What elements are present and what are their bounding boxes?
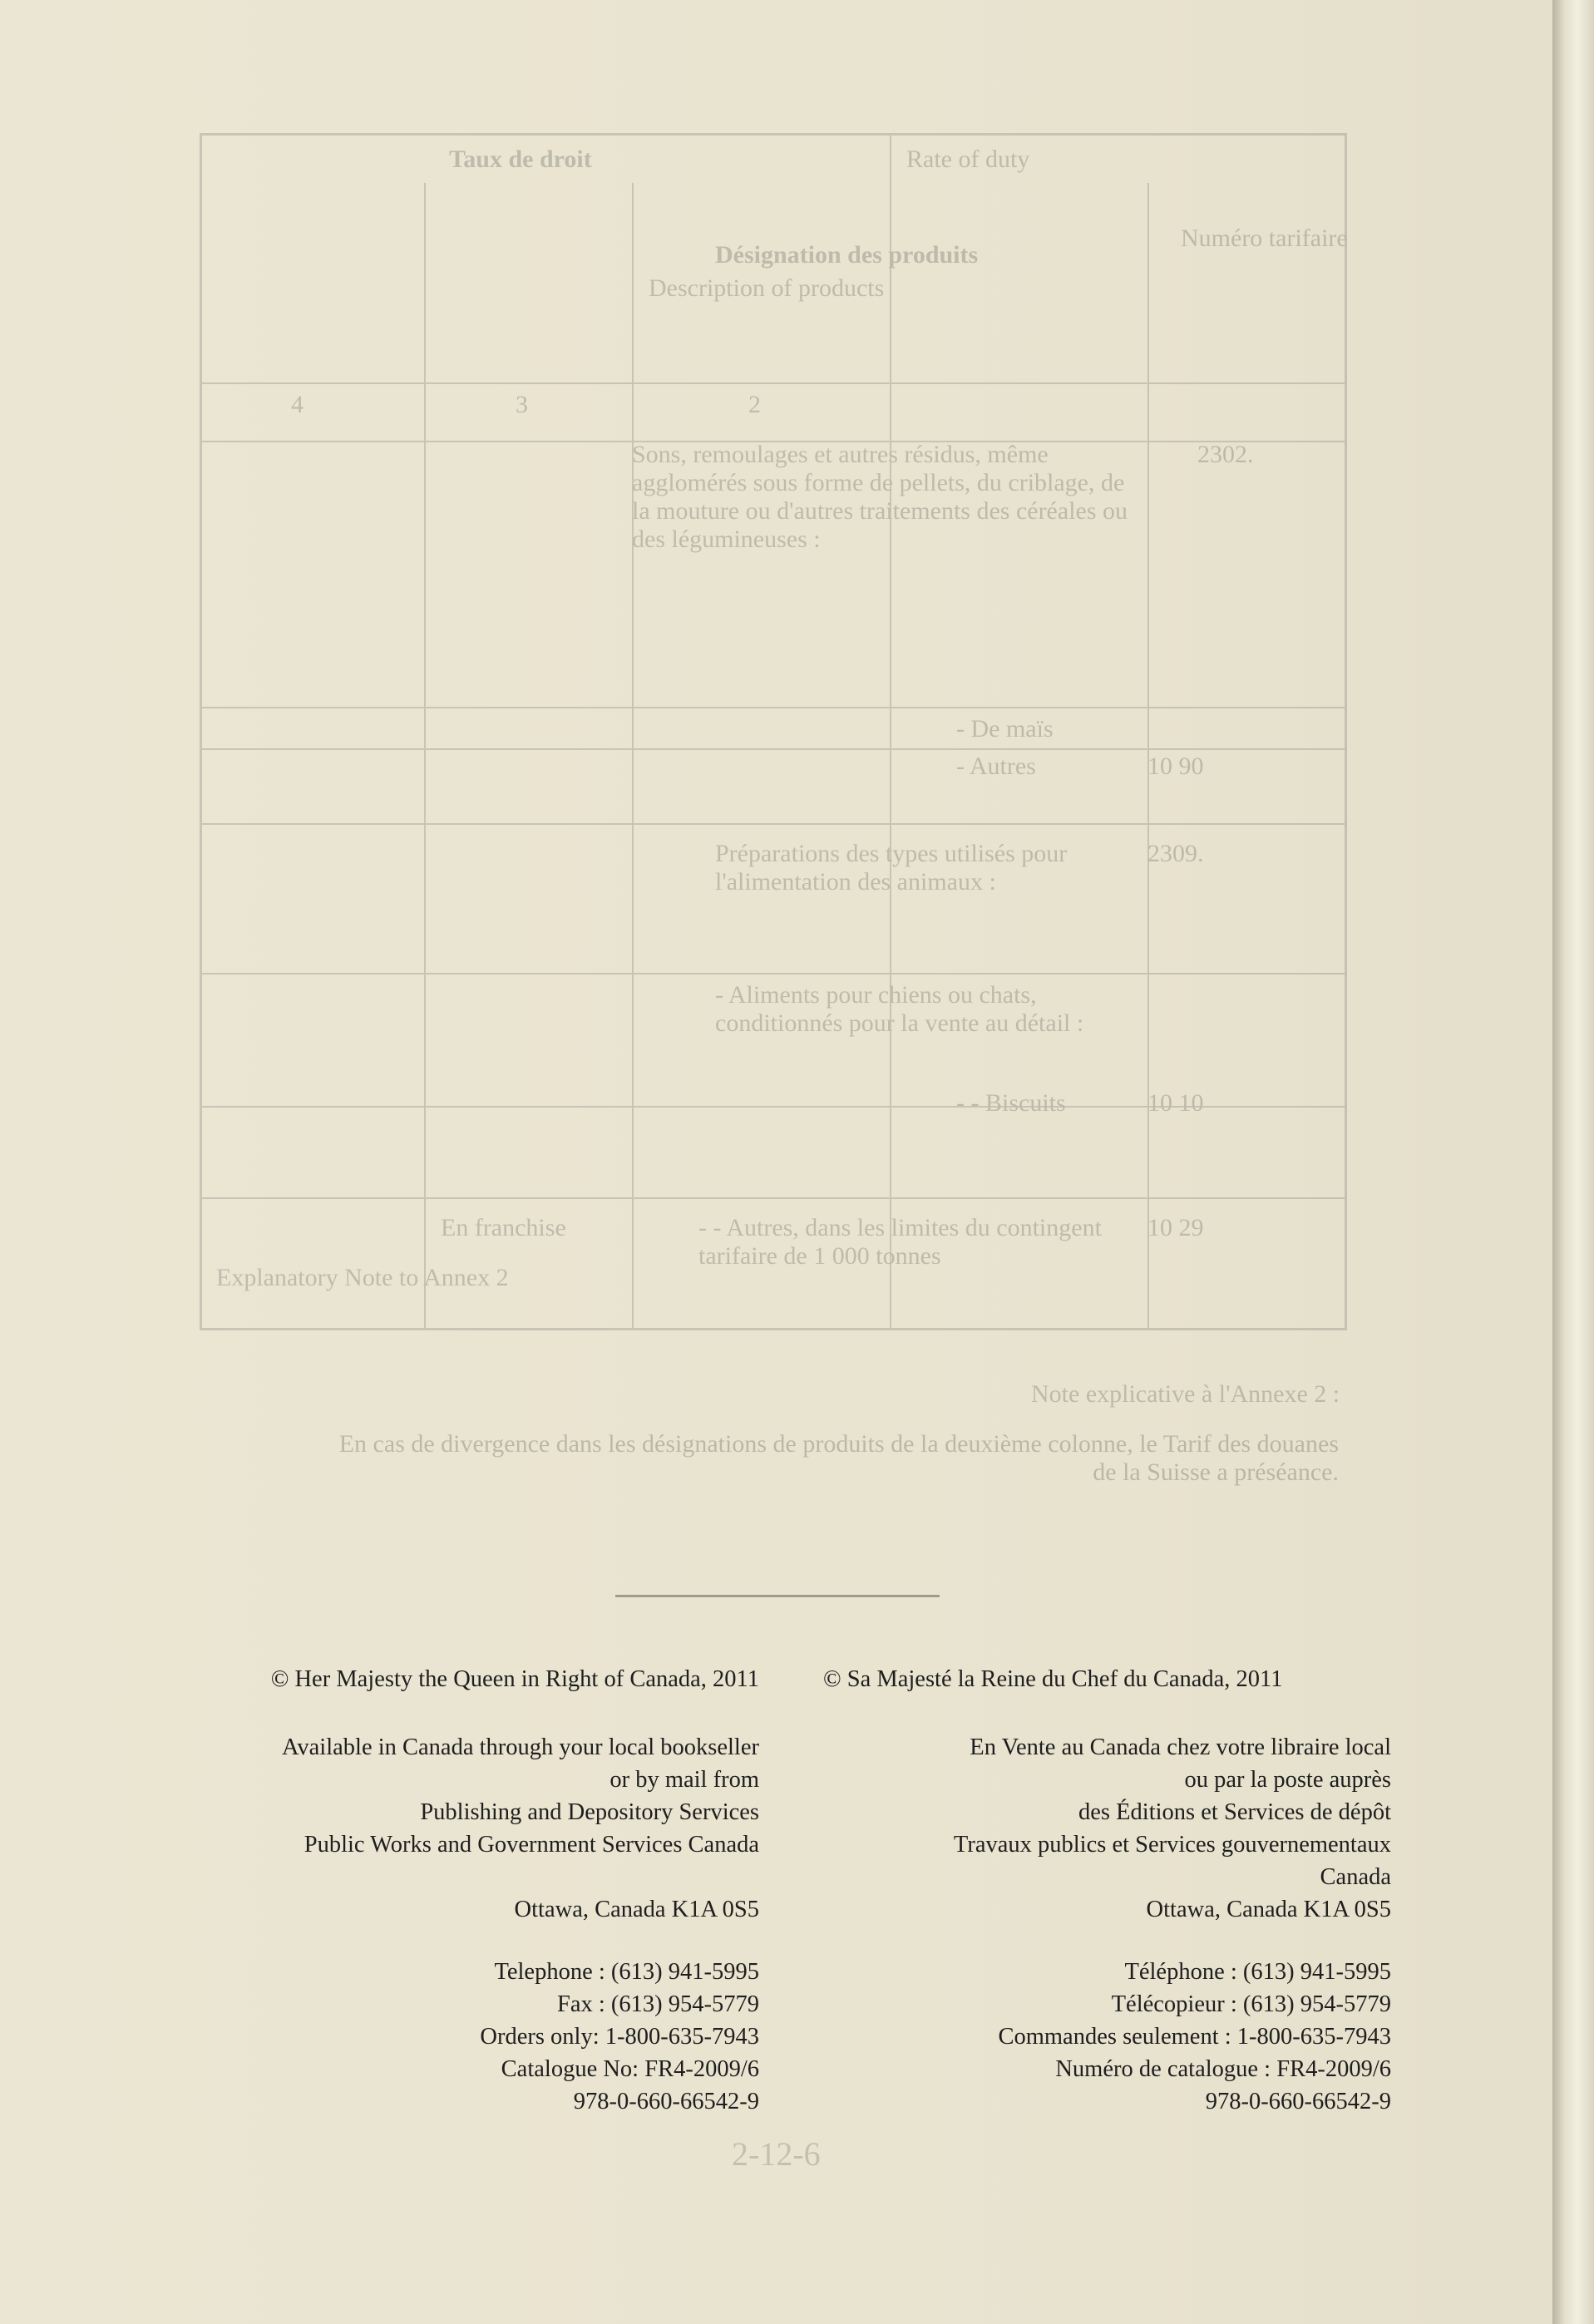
copyright-notice: © Her Majesty the Queen in Right of Canada, 2011 [270, 1666, 759, 1692]
ghost-row: - De maïs [956, 715, 1054, 743]
ghost-header: Taux de droit [449, 146, 592, 173]
catalogue-number: Catalogue No: FR4-2009/6 [501, 2056, 759, 2082]
imprint-english [125, 1663, 759, 2118]
isbn: 978-0-660-66542-9 [573, 2089, 759, 2114]
ghost-code: 2309. [1147, 840, 1204, 867]
ghost-row: - Aliments pour chiens ou chats, conditionnés pour la vente au détail : [715, 981, 1084, 1037]
ghost-header: Numéro tarifaire [1181, 225, 1348, 252]
ghost-rule [890, 133, 891, 1330]
availability-line: Travaux publics et Services gouvernementaux [953, 1832, 1391, 1858]
contact-fax: Télécopieur : (613) 954-5779 [1111, 1991, 1391, 2017]
ghost-row: Préparations des types utilisés pour l'alimentation des animaux : [715, 840, 1068, 896]
ghost-row: - - Biscuits [956, 1089, 1066, 1117]
ghost-rule [200, 748, 1347, 750]
ghost-page-number: 2-12-6 [732, 2135, 821, 2173]
ghost-row: - - Autres, dans les limites du contingent tarifaire de 1 000 tonnes [698, 1214, 1102, 1270]
separator-rule [615, 1595, 940, 1597]
ghost-code: 2302. [1197, 441, 1254, 468]
ghost-col-number: 2 [748, 391, 761, 418]
availability-line: Publishing and Depository Services [420, 1799, 759, 1825]
postal-address: Ottawa, Canada K1A 0S5 [514, 1897, 759, 1922]
contact-telephone: Telephone : (613) 941-5995 [494, 1959, 759, 1985]
ghost-rule [200, 973, 1347, 975]
ghost-code: 10 10 [1147, 1089, 1204, 1117]
ghost-header: Rate of duty [906, 146, 1030, 173]
ghost-row: En franchise [441, 1214, 566, 1241]
ghost-rule [632, 183, 634, 1330]
availability-line: Canada [1320, 1864, 1391, 1890]
ghost-rule [424, 183, 426, 1330]
contact-orders: Orders only: 1-800-635-7943 [480, 2024, 759, 2050]
bleed-through-table [200, 133, 1355, 1408]
availability-line: En Vente au Canada chez votre libraire local [970, 1734, 1391, 1760]
isbn: 978-0-660-66542-9 [1205, 2089, 1391, 2114]
ghost-rule [200, 382, 1347, 384]
contact-telephone: Téléphone : (613) 941-5995 [1124, 1959, 1391, 1985]
ghost-row: - Autres [956, 752, 1036, 780]
imprint-french [823, 1663, 1391, 2118]
ghost-rule [200, 823, 1347, 825]
availability-line: Available in Canada through your local bookseller [281, 1734, 759, 1760]
ghost-header: Désignation des produits [715, 241, 979, 269]
ghost-code: 10 29 [1147, 1214, 1204, 1241]
ghost-rule [200, 1197, 1347, 1199]
availability-line: des Éditions et Services de dépôt [1078, 1799, 1391, 1825]
contact-orders: Commandes seulement : 1-800-635-7943 [998, 2024, 1391, 2050]
ghost-note-body: En cas de divergence dans les désignations de produits de la deuxième colonne, le Tarif des douanes de la Suisse a préséance. [338, 1430, 1339, 1486]
ghost-note-title: Note explicative à l'Annexe 2 : [1031, 1380, 1340, 1408]
ghost-header: Description of products [649, 274, 885, 302]
ghost-rule [200, 707, 1347, 708]
ghost-col-number: 3 [516, 391, 528, 418]
ghost-row: Sons, remoulages et autres résidus, même agglomérés sous forme de pellets, du criblage, de la mouture ou d'autres traitements des céréales ou des légumineuses : [632, 441, 1128, 553]
copyright-notice: © Sa Majesté la Reine du Chef du Canada, 2011 [823, 1666, 1283, 1692]
ghost-note-title: Explanatory Note to Annex 2 [216, 1264, 509, 1291]
postal-address: Ottawa, Canada K1A 0S5 [1146, 1897, 1391, 1922]
ghost-col-number: 4 [291, 391, 304, 418]
availability-line: or by mail from [609, 1767, 759, 1793]
availability-line: Public Works and Government Services Canada [304, 1832, 759, 1858]
availability-line: ou par la poste auprès [1184, 1767, 1391, 1793]
catalogue-number: Numéro de catalogue : FR4-2009/6 [1055, 2056, 1391, 2082]
ghost-code: 10 90 [1147, 752, 1204, 780]
contact-fax: Fax : (613) 954-5779 [556, 1991, 759, 2017]
page-spine-shadow [1552, 0, 1594, 2324]
ghost-table-frame [200, 133, 1347, 1330]
